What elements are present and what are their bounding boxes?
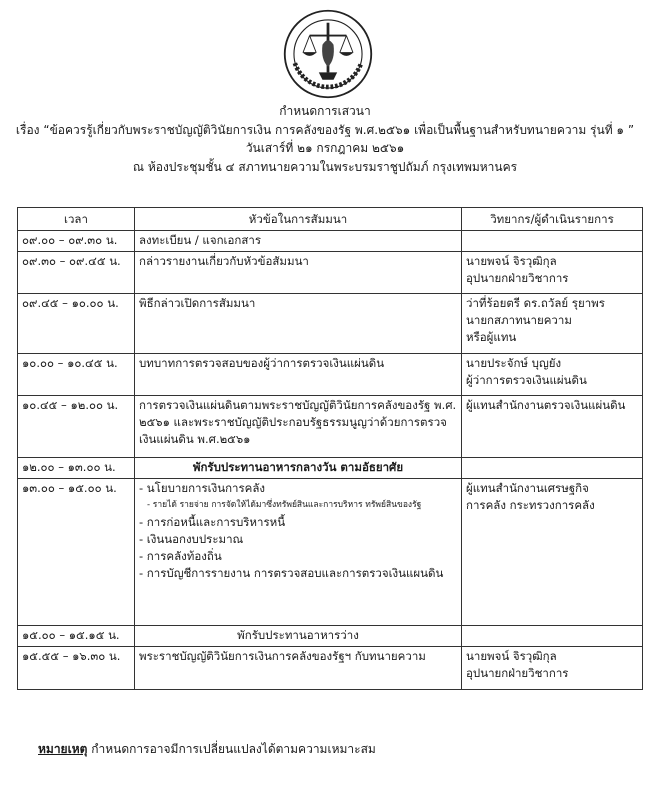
- table-row: [18, 479, 643, 626]
- speaker-name: นายพจน์ จิรวุฒิกุล: [466, 649, 557, 663]
- row-speaker: [462, 396, 643, 458]
- topic-item: - เงินนอกงบประมาณ: [139, 532, 244, 546]
- row-time: ๑๕.๐๐ – ๑๕.๑๕ น.: [18, 626, 135, 647]
- speaker-title: อุปนายกฝ่ายวิชาการ: [466, 666, 569, 680]
- speaker-alt: หรือผู้แทน: [466, 330, 517, 344]
- table-row: [18, 354, 643, 396]
- table-row: [18, 458, 643, 479]
- column-header-topic: หัวข้อในการสัมมนา: [135, 208, 462, 231]
- row-time: ๐๙.๔๕ – ๑๐.๐๐ น.: [18, 294, 135, 354]
- row-topic: การตรวจเงินแผ่นดินตามพระราชบัญญัติวินัยการคลังของรัฐ พ.ศ. ๒๕๖๑ และพระราชบัญญัติประกอบรัฐธรรมนูญว่าด้วยการตรวจเงินแผ่นดิน พ.ศ.๒๕๖๑: [135, 396, 462, 458]
- header-subject: เรื่อง “ข้อควรรู้เกี่ยวกับพระราชบัญญัติวินัยการเงิน การคลังของรัฐ พ.ศ.๒๕๖๑ เพื่อเป็นพื้นฐานสำหรับทนายความ รุ่นที่ ๑ ”: [15, 122, 635, 137]
- table-row: [18, 252, 643, 294]
- table-row: [18, 647, 643, 690]
- row-topic: พระราชบัญญัติวินัยการเงินการคลังของรัฐฯ กับทนายความ: [135, 647, 462, 690]
- table-row: [18, 231, 643, 252]
- row-topic: [135, 479, 462, 626]
- row-speaker: [462, 458, 643, 479]
- row-speaker: [462, 647, 643, 690]
- row-speaker: [462, 252, 643, 294]
- row-time: ๑๒.๐๐ – ๑๓.๐๐ น.: [18, 458, 135, 479]
- row-time: ๑๓.๐๐ – ๑๕.๐๐ น.: [18, 479, 135, 626]
- speaker-name: ผู้แทนสำนักงานตรวจเงินแผ่นดิน: [466, 398, 626, 412]
- table-row: [18, 626, 643, 647]
- row-speaker: [462, 294, 643, 354]
- footnote-text: กำหนดการอาจมีการเปลี่ยนแปลงได้ตามความเหมาะสม: [87, 742, 376, 756]
- lawyers-council-seal-icon: [282, 8, 374, 100]
- row-time: ๐๙.๐๐ – ๐๙.๓๐ น.: [18, 231, 135, 252]
- speaker-title: ผู้ว่าการตรวจเงินแผ่นดิน: [466, 373, 587, 387]
- table-row: [18, 396, 643, 458]
- row-speaker: [462, 231, 643, 252]
- speaker-name: นายพจน์ จิรวุฒิกุล: [466, 254, 557, 268]
- row-topic: กล่าวรายงานเกี่ยวกับหัวข้อสัมมนา: [135, 252, 462, 294]
- row-time: ๑๐.๔๕ – ๑๒.๐๐ น.: [18, 396, 135, 458]
- speaker-name: ผู้แทนสำนักงานเศรษฐกิจ: [466, 481, 589, 495]
- table-row: [18, 294, 643, 354]
- footnote: [38, 740, 376, 759]
- topic-item: - การคลังท้องถิ่น: [139, 549, 222, 563]
- table-header-row: [18, 208, 643, 231]
- header-title: กำหนดการเสวนา: [279, 104, 371, 118]
- speaker-title: อุปนายกฝ่ายวิชาการ: [466, 271, 569, 285]
- topic-item: - การบัญชีการรายงาน การตรวจสอบและการตรวจเงินแผนดิน: [139, 566, 444, 580]
- header-date: วันเสาร์ที่ ๒๑ กรกฎาคม ๒๕๖๑: [245, 141, 405, 155]
- row-speaker: [462, 479, 643, 626]
- header-venue: ณ ห้องประชุมชั้น ๔ สภาทนายความในพระบรมราชูปถัมภ์ กรุงเทพมหานคร: [132, 159, 518, 174]
- topic-item: - การก่อหนี้และการบริหารหนี้: [139, 515, 286, 529]
- row-topic: บทบาทการตรวจสอบของผู้ว่าการตรวจเงินแผ่นดิน: [135, 354, 462, 396]
- row-time: ๑๕.๕๕ – ๑๖.๓๐ น.: [18, 647, 135, 690]
- row-time: ๐๙.๓๐ – ๐๙.๔๕ น.: [18, 252, 135, 294]
- speaker-title: นายกสภาทนายความ: [466, 313, 572, 327]
- document-header: [0, 102, 650, 176]
- topic-item: - นโยบายการเงินการคลัง: [139, 481, 266, 495]
- speaker-name: นายประจักษ์ บุญยัง: [466, 356, 562, 370]
- row-topic: พิธีกล่าวเปิดการสัมมนา: [135, 294, 462, 354]
- speaker-title: การคลัง กระทรวงการคลัง: [466, 498, 595, 512]
- row-topic: ลงทะเบียน / แจกเอกสาร: [135, 231, 462, 252]
- row-speaker: [462, 626, 643, 647]
- topic-item: - รายได้ รายจ่าย การจัดให้ได้มาซึ่งทรัพย์สินและการบริหาร ทรัพย์สินของรัฐ: [147, 500, 422, 510]
- row-topic: พักรับประทานอาหารว่าง: [135, 626, 462, 647]
- row-topic: พักรับประทานอาหารกลางวัน ตามอัธยาศัย: [135, 458, 462, 479]
- column-header-speaker: วิทยากร/ผู้ดำเนินรายการ: [462, 208, 643, 231]
- schedule-table: [17, 207, 643, 690]
- footnote-label: หมายเหตุ: [38, 742, 88, 756]
- speaker-name: ว่าที่ร้อยตรี ดร.ถวัลย์ รุยาพร: [466, 296, 605, 310]
- column-header-time: เวลา: [18, 208, 135, 231]
- row-time: ๑๐.๐๐ – ๑๐.๔๕ น.: [18, 354, 135, 396]
- row-speaker: [462, 354, 643, 396]
